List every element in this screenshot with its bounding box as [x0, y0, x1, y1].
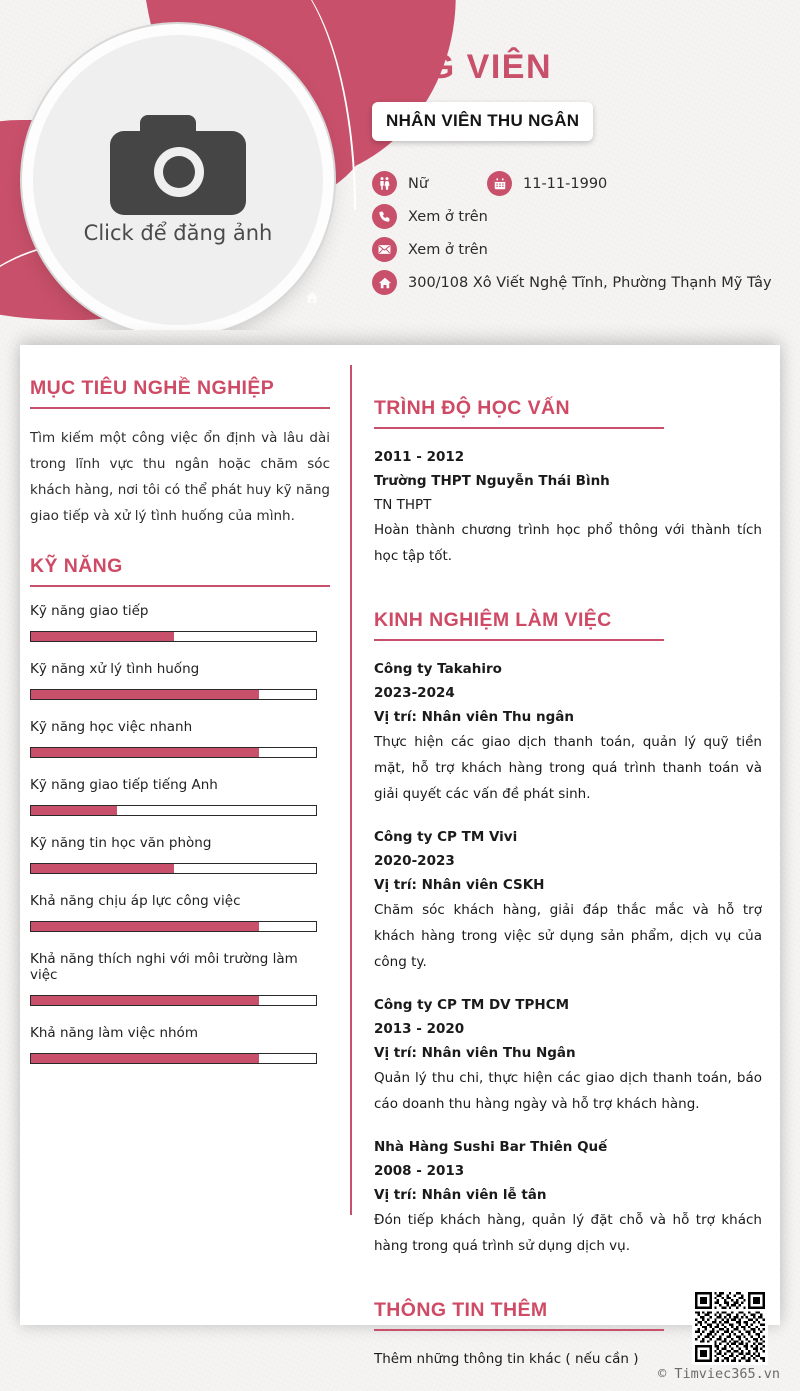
cv-left-column [20, 345, 350, 1325]
contact-row-phone [372, 204, 782, 229]
cv-body-card [20, 345, 780, 1367]
experience-company: Công ty Takahiro [374, 661, 502, 677]
experience-item [374, 1135, 762, 1259]
section-rule [374, 427, 664, 429]
footer-credit: © Timviec365.vn [658, 1366, 780, 1382]
calendar-icon [487, 171, 512, 196]
section-rule [30, 585, 330, 587]
objective-text: Tìm kiếm một công việc ổn định và lâu dài trong lĩnh vực thu ngân hoặc chăm sóc khách hàng, nơi tôi có thể phát huy kỹ năng giao tiếp và xử lý tình huống của mình. [30, 430, 330, 524]
section-rule [374, 1329, 664, 1331]
experience-company: Nhà Hàng Sushi Bar Thiên Quế [374, 1139, 608, 1155]
skill-bar-fill [31, 1054, 259, 1063]
contact-email-value: Xem ở trên [408, 241, 488, 258]
skill-bar-fill [31, 806, 117, 815]
experience-section-title: KINH NGHIỆM LÀM VIỆC [374, 609, 612, 631]
skill-bar [30, 805, 317, 816]
education-degree: TN THPT [374, 497, 432, 513]
skill-label: Khả năng thích nghi với môi trường làm việc [30, 951, 298, 983]
contact-birthday [487, 171, 607, 196]
contact-address-value: 300/108 Xô Viết Nghệ Tĩnh, Phường Thạnh Mỹ Tây [408, 274, 772, 291]
objective-section-title: MỤC TIÊU NGHỀ NGHIỆP [30, 377, 275, 399]
skill-bar [30, 863, 317, 874]
skill-bar-fill [31, 748, 259, 757]
experience-item [374, 825, 762, 975]
skill-bar [30, 747, 317, 758]
experience-period: 2008 - 2013 [374, 1163, 465, 1179]
education-item [374, 445, 762, 569]
skill-bar [30, 1053, 317, 1064]
gender-icon [372, 171, 397, 196]
skill-bar-fill [31, 864, 174, 873]
skill-label: Kỹ năng xử lý tình huống [30, 661, 200, 677]
skill-item [30, 951, 328, 1006]
skill-label: Khả năng làm việc nhóm [30, 1025, 198, 1041]
experience-description: Thực hiện các giao dịch thanh toán, quản lý quỹ tiền mặt, hỗ trợ khách hàng trong quá trình thanh toán và giải quyết các vấn đề phát sinh. [374, 734, 762, 802]
experience-period: 2023-2024 [374, 685, 455, 701]
page-title: ỨNG VIÊN [372, 48, 553, 86]
contact-gender [372, 171, 487, 196]
header-info [372, 0, 782, 303]
contact-gender-value: Nữ [408, 175, 429, 192]
section-rule [30, 407, 330, 409]
cv-header [0, 0, 800, 330]
skill-bar [30, 689, 317, 700]
skill-item [30, 603, 328, 642]
contact-birthday-value: 11-11-1990 [523, 175, 608, 192]
experience-description: Chăm sóc khách hàng, giải đáp thắc mắc và hỗ trợ khách hàng trong việc sử dụng sản phẩm, dịch vụ của công ty. [374, 902, 762, 970]
skill-bar-fill [31, 922, 259, 931]
skill-bar [30, 995, 317, 1006]
skills-section-title: KỸ NĂNG [30, 555, 123, 577]
skill-label: Kỹ năng giao tiếp tiếng Anh [30, 777, 218, 793]
experience-position: Vị trí: Nhân viên CSKH [374, 877, 545, 893]
phone-icon [372, 204, 397, 229]
experience-description: Đón tiếp khách hàng, quản lý đặt chỗ và hỗ trợ khách hàng trong quá trình sử dụng dịch vụ. [374, 1212, 762, 1254]
additional-section-title: THÔNG TIN THÊM [374, 1299, 548, 1321]
experience-position: Vị trí: Nhân viên Thu Ngân [374, 1045, 576, 1061]
experience-company: Công ty CP TM DV TPHCM [374, 997, 570, 1013]
experience-description: Quản lý thu chi, thực hiện các giao dịch thanh toán, báo cáo doanh thu hàng ngày và hỗ trợ khách hàng. [374, 1070, 762, 1112]
skill-label: Khả năng chịu áp lực công việc [30, 893, 241, 909]
skill-item [30, 1025, 328, 1064]
education-section-title: TRÌNH ĐỘ HỌC VẤN [374, 397, 570, 419]
skill-item [30, 893, 328, 932]
skill-bar [30, 631, 317, 642]
experience-position: Vị trí: Nhân viên lễ tân [374, 1187, 547, 1203]
experience-item [374, 993, 762, 1117]
email-icon [372, 237, 397, 262]
avatar-upload-button[interactable] [33, 35, 323, 325]
contact-row-gender-birthday [372, 171, 782, 196]
experience-period: 2020-2023 [374, 853, 455, 869]
job-title-chip: NHÂN VIÊN THU NGÂN [372, 102, 593, 141]
skill-item [30, 835, 328, 874]
qr-code [692, 1289, 768, 1365]
contact-list [372, 171, 782, 295]
additional-text: Thêm những thông tin khác ( nếu cần ) [374, 1351, 639, 1367]
skill-label: Kỹ năng học việc nhanh [30, 719, 193, 735]
camera-icon [110, 115, 246, 215]
skill-label: Kỹ năng tin học văn phòng [30, 835, 212, 851]
skill-item [30, 661, 328, 700]
education-period: 2011 - 2012 [374, 449, 465, 465]
skill-bar [30, 921, 317, 932]
contact-phone-value: Xem ở trên [408, 208, 488, 225]
experience-period: 2013 - 2020 [374, 1021, 465, 1037]
skill-bar-fill [31, 632, 174, 641]
education-description: Hoàn thành chương trình học phổ thông với thành tích học tập tốt. [374, 522, 762, 564]
skills-section [30, 555, 328, 1064]
experience-item [374, 657, 762, 807]
contact-email [372, 237, 488, 262]
avatar-upload-label: Click để đăng ảnh [83, 221, 273, 245]
contact-address [372, 270, 772, 295]
skill-bar-fill [31, 996, 259, 1005]
skill-item [30, 719, 328, 758]
skill-item [30, 777, 328, 816]
skill-label: Kỹ năng giao tiếp [30, 603, 149, 619]
contact-row-email [372, 237, 782, 262]
education-school: Trường THPT Nguyễn Thái Bình [374, 473, 610, 489]
experience-position: Vị trí: Nhân viên Thu ngân [374, 709, 574, 725]
contact-phone [372, 204, 488, 229]
skill-bar-fill [31, 690, 259, 699]
home-icon-watermark [304, 290, 320, 305]
experience-company: Công ty CP TM Vivi [374, 829, 518, 845]
cv-right-column [350, 365, 780, 1367]
home-icon [372, 270, 397, 295]
section-rule [374, 639, 664, 641]
contact-row-address [372, 270, 782, 295]
